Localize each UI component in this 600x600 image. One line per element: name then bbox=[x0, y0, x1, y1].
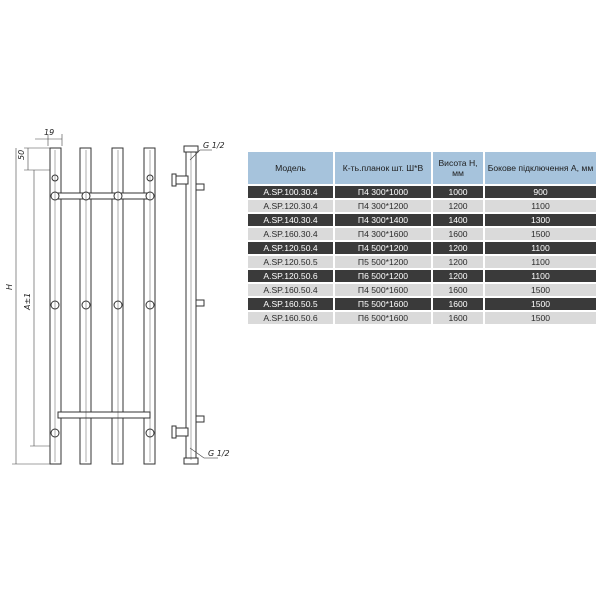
cell-bars: П5 500*1600 bbox=[335, 298, 431, 310]
cell-bars: П4 300*1000 bbox=[335, 186, 431, 198]
table-row bbox=[248, 200, 596, 212]
top-rail bbox=[58, 193, 150, 199]
bottom-rail bbox=[58, 412, 150, 418]
cell-bars: П4 500*1200 bbox=[335, 242, 431, 254]
cell-connection: 1300 bbox=[485, 214, 596, 226]
cell-model: A.SP.160.50.5 bbox=[248, 298, 333, 310]
cell-bars: П6 500*1200 bbox=[335, 270, 431, 282]
dim-h-label: H bbox=[5, 283, 14, 290]
dim-19-label: 19 bbox=[44, 128, 55, 137]
cell-height: 1200 bbox=[433, 270, 483, 282]
cell-model: A.SP.160.30.4 bbox=[248, 228, 333, 240]
table-row bbox=[248, 186, 596, 198]
connection-bottom-label: G 1/2 bbox=[208, 449, 230, 458]
cell-model: A.SP.120.50.6 bbox=[248, 270, 333, 282]
cell-height: 1200 bbox=[433, 200, 483, 212]
cell-connection: 1100 bbox=[485, 242, 596, 254]
cell-model: A.SP.120.30.4 bbox=[248, 200, 333, 212]
cell-height: 1600 bbox=[433, 284, 483, 296]
cell-model: A.SP.120.50.4 bbox=[248, 242, 333, 254]
table-row bbox=[248, 214, 596, 226]
cell-bars: П5 500*1200 bbox=[335, 256, 431, 268]
cell-height: 1600 bbox=[433, 312, 483, 324]
table-row bbox=[248, 256, 596, 268]
dim-50-label: 50 bbox=[17, 149, 26, 160]
cell-connection: 1500 bbox=[485, 312, 596, 324]
cell-bars: П4 500*1600 bbox=[335, 284, 431, 296]
table-row bbox=[248, 298, 596, 310]
cell-connection: 1500 bbox=[485, 228, 596, 240]
header-side-connection: Бокове підключення А, мм bbox=[485, 152, 596, 184]
table-row bbox=[248, 270, 596, 282]
cell-height: 1000 bbox=[433, 186, 483, 198]
table-row bbox=[248, 284, 596, 296]
cell-connection: 1500 bbox=[485, 298, 596, 310]
connection-top-label: G 1/2 bbox=[203, 141, 225, 150]
front-view bbox=[50, 148, 155, 464]
cell-bars: П6 500*1600 bbox=[335, 312, 431, 324]
cell-model: A.SP.140.30.4 bbox=[248, 214, 333, 226]
header-bars: К-ть.планок шт. Ш*В bbox=[335, 152, 431, 184]
specification-table bbox=[246, 150, 598, 326]
cell-bars: П4 300*1600 bbox=[335, 228, 431, 240]
table-row bbox=[248, 242, 596, 254]
cell-model: A.SP.160.50.6 bbox=[248, 312, 333, 324]
technical-drawing bbox=[0, 0, 240, 600]
dim-a-label: A±1 bbox=[23, 292, 32, 310]
table-row bbox=[248, 312, 596, 324]
cell-bars: П4 300*1400 bbox=[335, 214, 431, 226]
cell-connection: 1100 bbox=[485, 256, 596, 268]
cell-connection: 1100 bbox=[485, 200, 596, 212]
cell-model: A.SP.120.50.5 bbox=[248, 256, 333, 268]
cell-connection: 900 bbox=[485, 186, 596, 198]
header-model: Модель bbox=[248, 152, 333, 184]
cell-height: 1600 bbox=[433, 298, 483, 310]
cell-height: 1200 bbox=[433, 256, 483, 268]
cell-connection: 1100 bbox=[485, 270, 596, 282]
cell-height: 1200 bbox=[433, 242, 483, 254]
cell-model: A.SP.160.50.4 bbox=[248, 284, 333, 296]
table-header-row bbox=[248, 152, 596, 184]
side-view bbox=[172, 146, 204, 464]
cell-model: A.SP.100.30.4 bbox=[248, 186, 333, 198]
cell-height: 1600 bbox=[433, 228, 483, 240]
cell-connection: 1500 bbox=[485, 284, 596, 296]
table-row bbox=[248, 228, 596, 240]
header-height: Висота Н, мм bbox=[433, 152, 483, 184]
cell-height: 1400 bbox=[433, 214, 483, 226]
cell-bars: П4 300*1200 bbox=[335, 200, 431, 212]
